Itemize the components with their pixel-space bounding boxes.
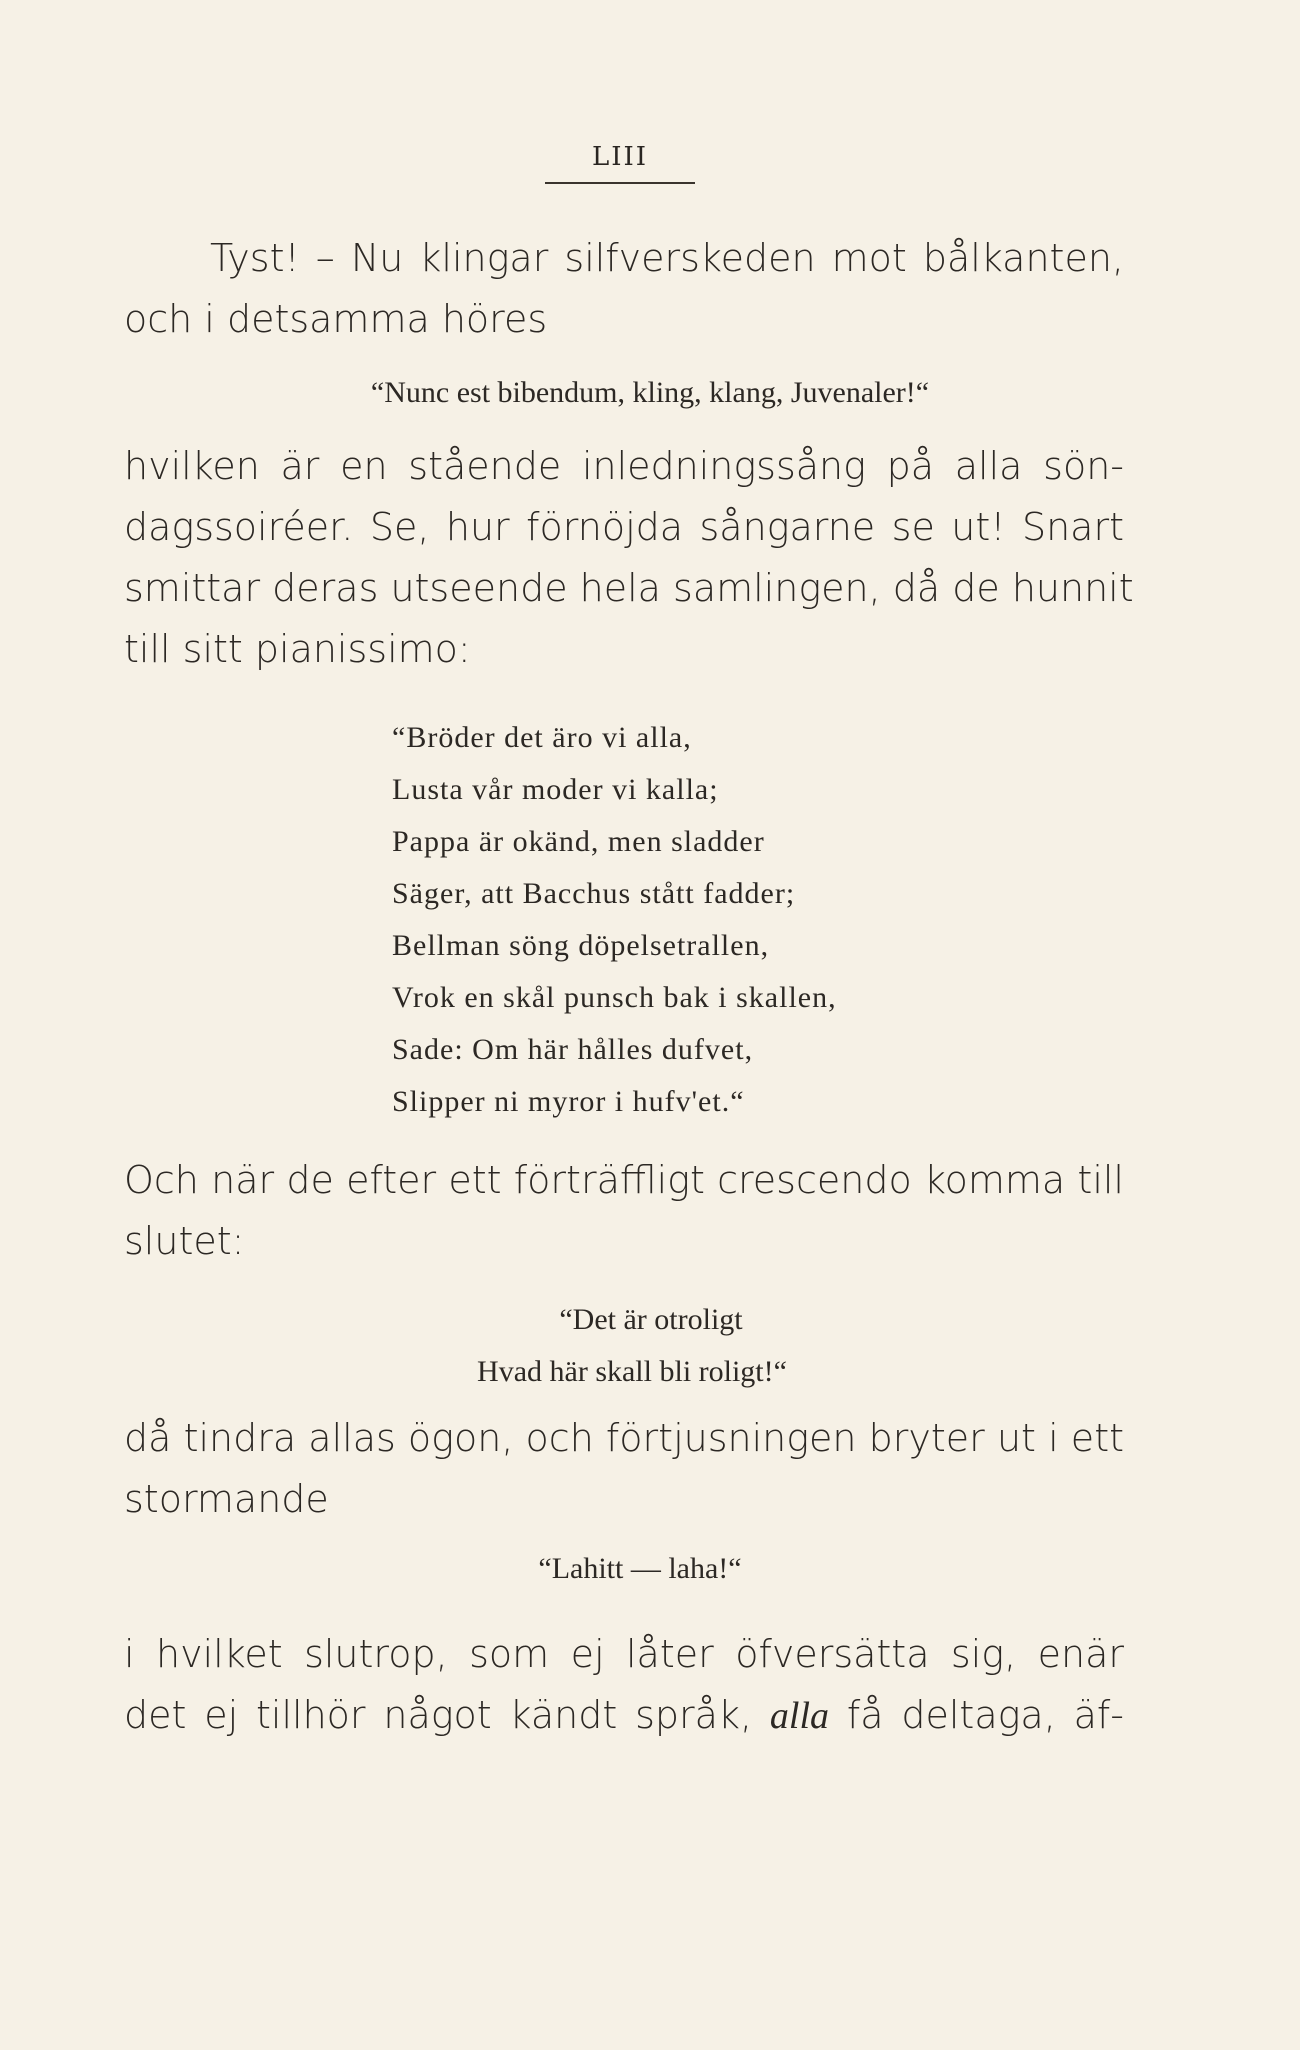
poem-verse: Vrok en skål punsch bak i skallen,	[392, 981, 837, 1014]
quote-otroligt-line-1: “Det är otroligt	[559, 1303, 743, 1336]
paragraph-intro	[124, 228, 1124, 350]
page-number: LIII	[591, 142, 649, 172]
quote-nunc-est-bibendum: “Nunc est bibendum, kling, klang, Juvenaler!“	[370, 376, 930, 409]
paragraph-slutrop	[124, 1624, 1124, 1747]
paragraph-tindra	[124, 1408, 1124, 1530]
paragraph-soirees-line-4: till sitt pianissimo:	[124, 627, 471, 671]
paragraph-slutrop-line-1: i hvilket slutrop, som ej låter öfversätta sig, enär	[124, 1632, 1124, 1676]
paragraph-tindra-line-1: då tindra allas ögon, och förtjusningen bryter ut i ett	[124, 1416, 1124, 1460]
paragraph-slutrop-line-2	[124, 1685, 1124, 1747]
quote-lahitt: “Lahitt — laha!“	[538, 1552, 742, 1585]
paragraph-soirees-line-1: hvilken är en stående inledningssång på alla sön-	[124, 444, 1124, 488]
poem-broder	[392, 712, 837, 1128]
paragraph-crescendo-line-2: slutet:	[124, 1219, 245, 1263]
paragraph-crescendo-line-1: Och när de efter ett förträffligt crescendo komma till	[124, 1158, 1124, 1202]
paragraph-soirees-line-2: dagssoiréer. Se, hur förnöjda sångarne se ut! Snart	[124, 505, 1124, 549]
paragraph-tindra-line-2: stormande	[124, 1477, 329, 1521]
poem-verse: Bellman söng döpelsetrallen,	[392, 929, 770, 962]
page-number-rule	[545, 182, 695, 184]
paragraph-soirees	[124, 436, 1134, 680]
paragraph-intro-line-2: och i detsamma höres	[124, 297, 548, 341]
poem-verse: “Bröder det äro vi alla,	[392, 721, 692, 754]
paragraph-soirees-line-3: smittar deras utseende hela samlingen, då de hunnit	[124, 566, 1134, 610]
paragraph-slutrop-text-after: få deltaga, äf-	[829, 1693, 1124, 1737]
poem-verse: Pappa är okänd, men sladder	[392, 825, 765, 858]
quote-otroligt-line-2: Hvad här skall bli roligt!“	[477, 1355, 787, 1388]
poem-verse: Lusta vår moder vi kalla;	[392, 773, 719, 806]
paragraph-intro-line-1: Tyst! – Nu klingar silfverskeden mot bålkanten,	[210, 236, 1124, 280]
paragraph-crescendo	[124, 1150, 1124, 1272]
poem-verse: Sade: Om här hålles dufvet,	[392, 1033, 754, 1066]
poem-verse: Säger, att Bacchus stått fadder;	[392, 877, 796, 910]
quote-otroligt	[0, 1294, 1282, 1398]
paragraph-slutrop-text-before: det ej tillhör något kändt språk,	[124, 1693, 770, 1737]
poem-verse: Slipper ni myror i hufv'et.“	[392, 1085, 745, 1118]
emphasis-alla: alla	[769, 1695, 830, 1737]
